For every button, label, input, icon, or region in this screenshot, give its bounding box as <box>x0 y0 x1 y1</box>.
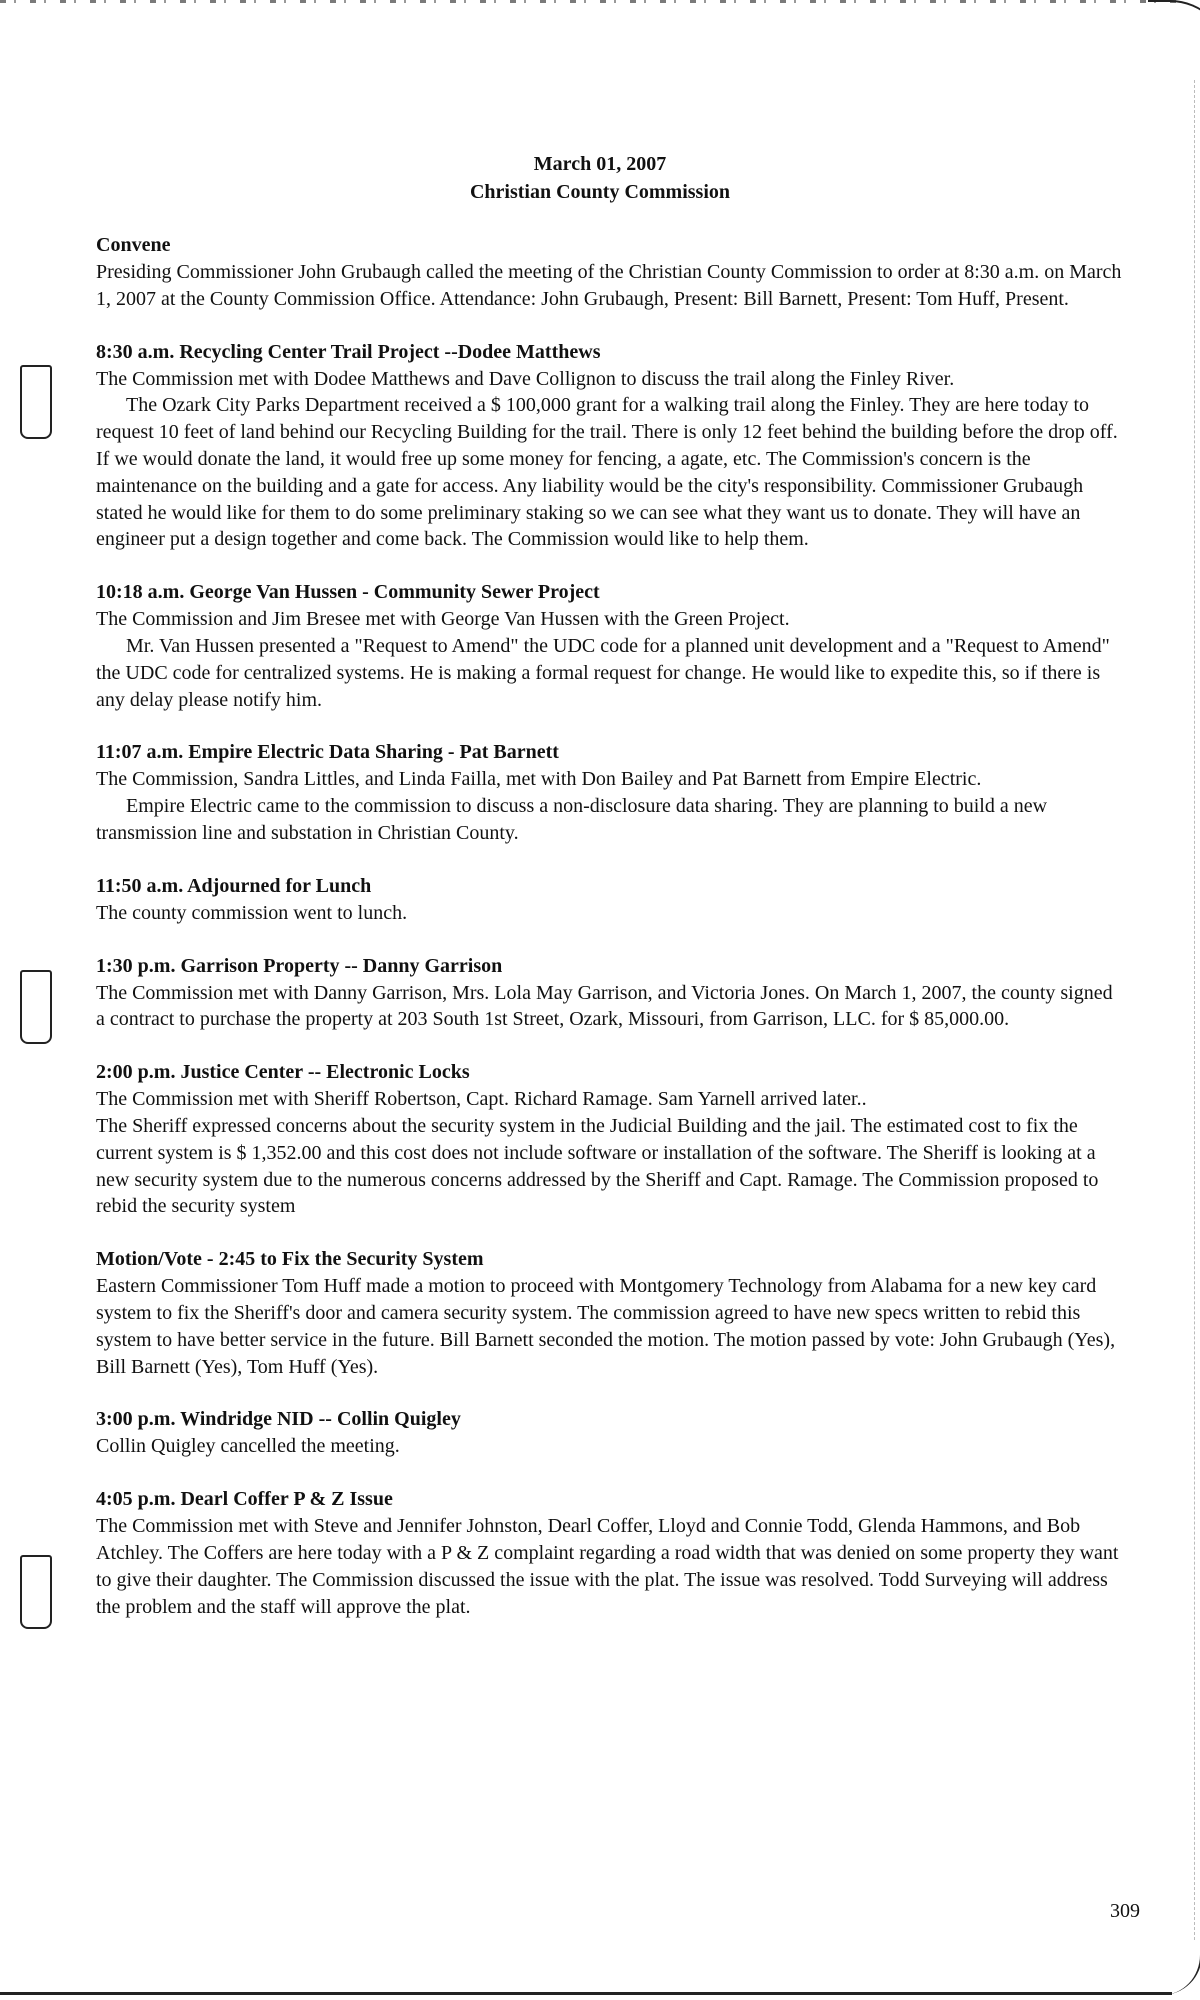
page-top-edge <box>0 0 1180 3</box>
section-paragraph: The Commission met with Sheriff Robertson, Capt. Richard Ramage. Sam Yarnell arrived later.. <box>96 1088 867 1111</box>
page-bottom-edge <box>0 1992 1172 1995</box>
section-paragraph: The county commission went to lunch. <box>96 901 408 924</box>
section-paragraph: The Commission and Jim Bresee met with George Van Hussen with the Green Project. <box>96 608 790 631</box>
section-paragraph: Eastern Commissioner Tom Huff made a motion to proceed with Montgomery Technology from Alabama for a new key card system to fix the Sheriff's door and camera security system. The commission agreed to have new specs written to rebid this system to have better service in the future. Bill Barnett seconded the motion. The motion passed by vote: John Grubaugh (Yes), Bill Barnett (Yes), Tom Huff (Yes). <box>96 1275 1116 1378</box>
page-corner-curl-top <box>1148 0 1200 82</box>
section-empire-electric <box>96 739 1126 846</box>
section-paragraph: The Commission met with Steve and Jennifer Johnston, Dearl Coffer, Lloyd and Connie Todd, Glenda Hammons, and Bob Atchley. The Coffers are here today with a P & Z complaint regarding a road width that was denied on some property they want to give their daughter. The Commission discussed the issue with the plat. The issue was resolved. Todd Surveying will address the problem and the staff will approve the plat. <box>96 1515 1119 1618</box>
section-paragraph: Mr. Van Hussen presented a "Request to Amend" the UDC code for a planned unit development and a "Request to Amend" the UDC code for centralized systems. He is making a formal request for change. He would like to expedite this, so if there is any delay please notify him. <box>96 634 1110 711</box>
section-paragraph: The Commission met with Danny Garrison, Mrs. Lola May Garrison, and Victoria Jones. On March 1, 2007, the county signed a contract to purchase the property at 203 South 1st Street, Ozark, Missouri, from Garrison, LLC. for $ 85,000.00. <box>96 981 1113 1031</box>
section-adjourned-lunch <box>96 873 1126 927</box>
section-title: 10:18 a.m. George Van Hussen - Community Sewer Project <box>96 581 600 604</box>
section-title: 1:30 p.m. Garrison Property -- Danny Garrison <box>96 954 503 977</box>
document-date: March 01, 2007 <box>533 153 667 175</box>
section-motion-vote-security <box>96 1246 1126 1380</box>
section-paragraph: The Sheriff expressed concerns about the security system in the Judicial Building and the jail. The estimated cost to fix the current system is $ 1,352.00 and this cost does not include software or installation of the software. The Sheriff is looking at a new security system due to the numerous concerns addressed by the Sheriff and Capt. Ramage. The Commission proposed to rebid the security system <box>96 1114 1099 1218</box>
document-title: Christian County Commission <box>469 181 731 203</box>
section-title: 11:50 a.m. Adjourned for Lunch <box>96 874 372 897</box>
section-paragraph: Presiding Commissioner John Grubaugh called the meeting of the Christian County Commission to order at 8:30 a.m. on March 1, 2007 at the County Commission Office. Attendance: John Grubaugh, Present: Bill Barnett, Present: Tom Huff, Present. <box>96 261 1122 310</box>
page-corner-curl-bottom <box>1160 1940 1200 1995</box>
binder-hole-icon <box>20 365 52 439</box>
binder-hole-icon <box>20 1555 52 1629</box>
section-title: 11:07 a.m. Empire Electric Data Sharing - Pat Barnett <box>96 741 559 764</box>
section-paragraph: The Ozark City Parks Department received a $ 100,000 grant for a walking trail along the Finley. They are here today to request 10 feet of land behind our Recycling Building for the trail. There is only 12 feet behind the building before the drop off. If we would donate the land, it would free up some money for fencing, a agate, etc. The Commission's concern is the maintenance on the building and a gate for access. Any liability would be the city's responsibility. Commissioner Grubaugh stated he would like for them to do some preliminary staking so we can see what they want us to donate. They will have an engineer put a design together and come back. The Commission would like to help them. <box>96 394 1118 551</box>
section-title: 8:30 a.m. Recycling Center Trail Project --Dodee Matthews <box>96 340 601 363</box>
section-garrison-property <box>96 953 1126 1034</box>
section-title: 4:05 p.m. Dearl Coffer P & Z Issue <box>96 1488 393 1511</box>
section-recycling-center-trail <box>96 339 1126 554</box>
section-community-sewer <box>96 579 1126 713</box>
section-paragraph: The Commission met with Dodee Matthews and Dave Collignon to discuss the trail along the Finley River. <box>96 367 955 390</box>
section-title: 2:00 p.m. Justice Center -- Electronic Locks <box>96 1061 470 1084</box>
section-title: Convene <box>96 234 171 256</box>
binder-hole-icon <box>20 970 52 1044</box>
section-justice-center-locks <box>96 1059 1126 1220</box>
section-paragraph: The Commission, Sandra Littles, and Linda Failla, met with Don Bailey and Pat Barnett from Empire Electric. <box>96 768 982 791</box>
section-windridge-nid <box>96 1406 1126 1460</box>
document-header <box>0 150 1200 206</box>
section-title: Motion/Vote - 2:45 to Fix the Security System <box>96 1248 484 1271</box>
section-title: 3:00 p.m. Windridge NID -- Collin Quigley <box>96 1408 461 1431</box>
section-convene <box>96 232 1126 313</box>
section-dearl-coffer <box>96 1486 1126 1620</box>
minutes-body <box>96 232 1126 1646</box>
section-paragraph: Collin Quigley cancelled the meeting. <box>96 1435 400 1458</box>
section-paragraph: Empire Electric came to the commission to discuss a non-disclosure data sharing. They are planning to build a new transmission line and substation in Christian County. <box>96 795 1048 844</box>
page-number: 309 <box>1110 1900 1140 1922</box>
page-right-edge <box>1194 80 1196 1940</box>
